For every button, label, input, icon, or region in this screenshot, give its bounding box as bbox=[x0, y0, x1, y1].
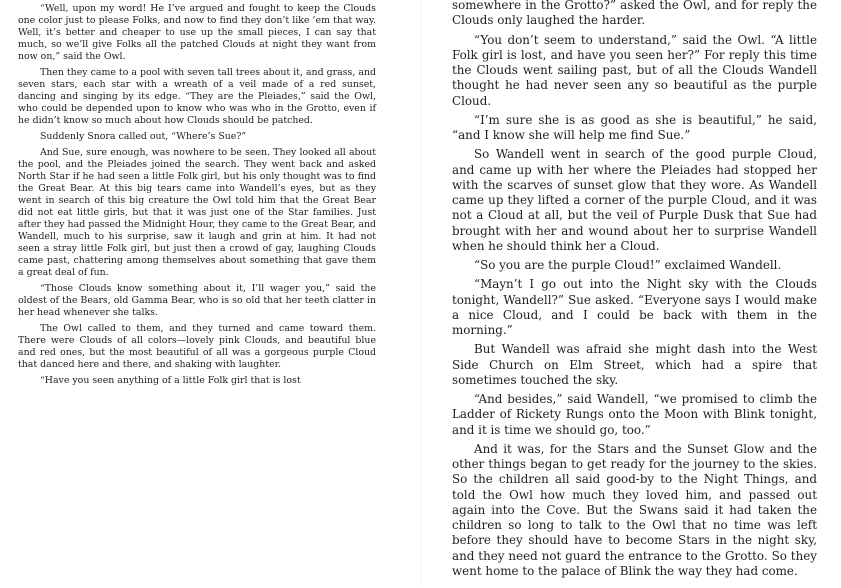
paragraph: Then they came to a pool with seven tall trees about it, and grass, and seven stars, each star with a wreath of a veil made of a red sunset, dancing and singing by its edge. “They are the Pleiades,” said the Owl, who could be depended upon to know who was who in the Grotto, even if he didn’t know so much about how Clouds should be patched. bbox=[18, 67, 376, 126]
paragraph: “So you are the purple Cloud!” exclaimed Wandell. bbox=[474, 258, 782, 272]
paragraph: So Wandell went in search of the good purple Cloud, and came up with her where the Pleiades had stopped her with the scarves of sunset glow that they wore. As Wandell came up they lifted a corner of the purple Cloud, and it was not a Cloud at all, but the veil of Purple Dusk that Sue had brought with her and wound about her to surprise Wandell when he should think her a Cloud. bbox=[452, 147, 817, 253]
paragraph: “Those Clouds know something about it, I’ll wager you,” said the oldest of the Bears, old Gamma Bear, who is so old that her teeth clatter in her head whenever she talks. bbox=[18, 283, 376, 318]
paragraph: Suddenly Snora called out, “Where’s Sue?” bbox=[40, 131, 247, 142]
paragraph: “I’m sure she is as good as she is beautiful,” he said, “and I know she will help me find Sue.” bbox=[452, 112, 817, 142]
paragraph: “You don’t seem to understand,” said the Owl. “A little Folk girl is lost, and have you seen her?” For reply this time the Clouds went sailing past, but of all the Clouds Wandell thought he had never seen any so beautiful as the purple Cloud. bbox=[452, 32, 817, 108]
paragraph-continuation: somewhere in the Grotto?” asked the Owl, and for reply the Clouds only laughed the harder. bbox=[452, 0, 817, 28]
paragraph: And Sue, sure enough, was nowhere to be seen. They looked all about the pool, and the Pleiades joined the search. They went back and asked North Star if he had seen a little Folk girl, but his only thought was to find the Great Bear. At this big tears came into Wandell’s eyes, but as they went in search of this big creature the Owl told him that the Great Bear did not eat little girls, but that it was just one of the Star families. Just after they had passed the Midnight Hour, they came to the Great Bear, and Wandell, much to his surprise, saw it laugh and grin at him. It had not seen a stray little Folk girl, but just then a crowd of gay, laughing Clouds came past, chattering among themselves about something that gave them a great deal of fun. bbox=[18, 147, 376, 278]
paragraph: “And besides,” said Wandell, “we promised to climb the Ladder of Rickety Rungs onto the Moon with Blink tonight, and it is time we should go, too.” bbox=[452, 392, 817, 437]
paragraph: “Well, upon my word! He I’ve argued and fought to keep the Clouds one color just to please Folks, and now to find they don’t like ’em that way. Well, it’s better and cheaper to use up the small pieces, I can say that much, so we’ll give Folks all the patched Clouds at night they want from now on,” said the Owl. bbox=[18, 3, 376, 62]
paragraph: The Owl called to them, and they turned and came toward them. There were Clouds of all colors—lovely pink Clouds, and beautiful blue and red ones, but the most beautiful of all was a gorgeous purple Cloud that danced here and there, and shaking with laughter. bbox=[18, 323, 376, 370]
page-gutter bbox=[420, 0, 421, 585]
paragraph: But Wandell was afraid she might dash into the West Side Church on Elm Street, which had a spire that sometimes touched the sky. bbox=[452, 342, 817, 387]
right-page bbox=[452, 0, 817, 583]
paragraph: And it was, for the Stars and the Sunset Glow and the other things began to get ready for the journey to the skies. So the children all said good-by to the Night Things, and told the Owl how much they loved him, and passed out again into the Cove. But the Swans said it had taken the children so long to talk to the Owl that no time was left before they should have to become Stars in the night sky, and they need not guard the entrance to the Grotto. So they went home to the palace of Blink the way they had come. bbox=[452, 441, 817, 578]
paragraph: “Have you seen anything of a little Folk girl that is lost bbox=[40, 375, 301, 386]
paragraph: “Mayn’t I go out into the Night sky with the Clouds tonight, Wandell?” Sue asked. “Everyone says I would make a nice Cloud, and I could be back with them in the morning.” bbox=[452, 277, 817, 337]
left-page bbox=[18, 3, 376, 588]
